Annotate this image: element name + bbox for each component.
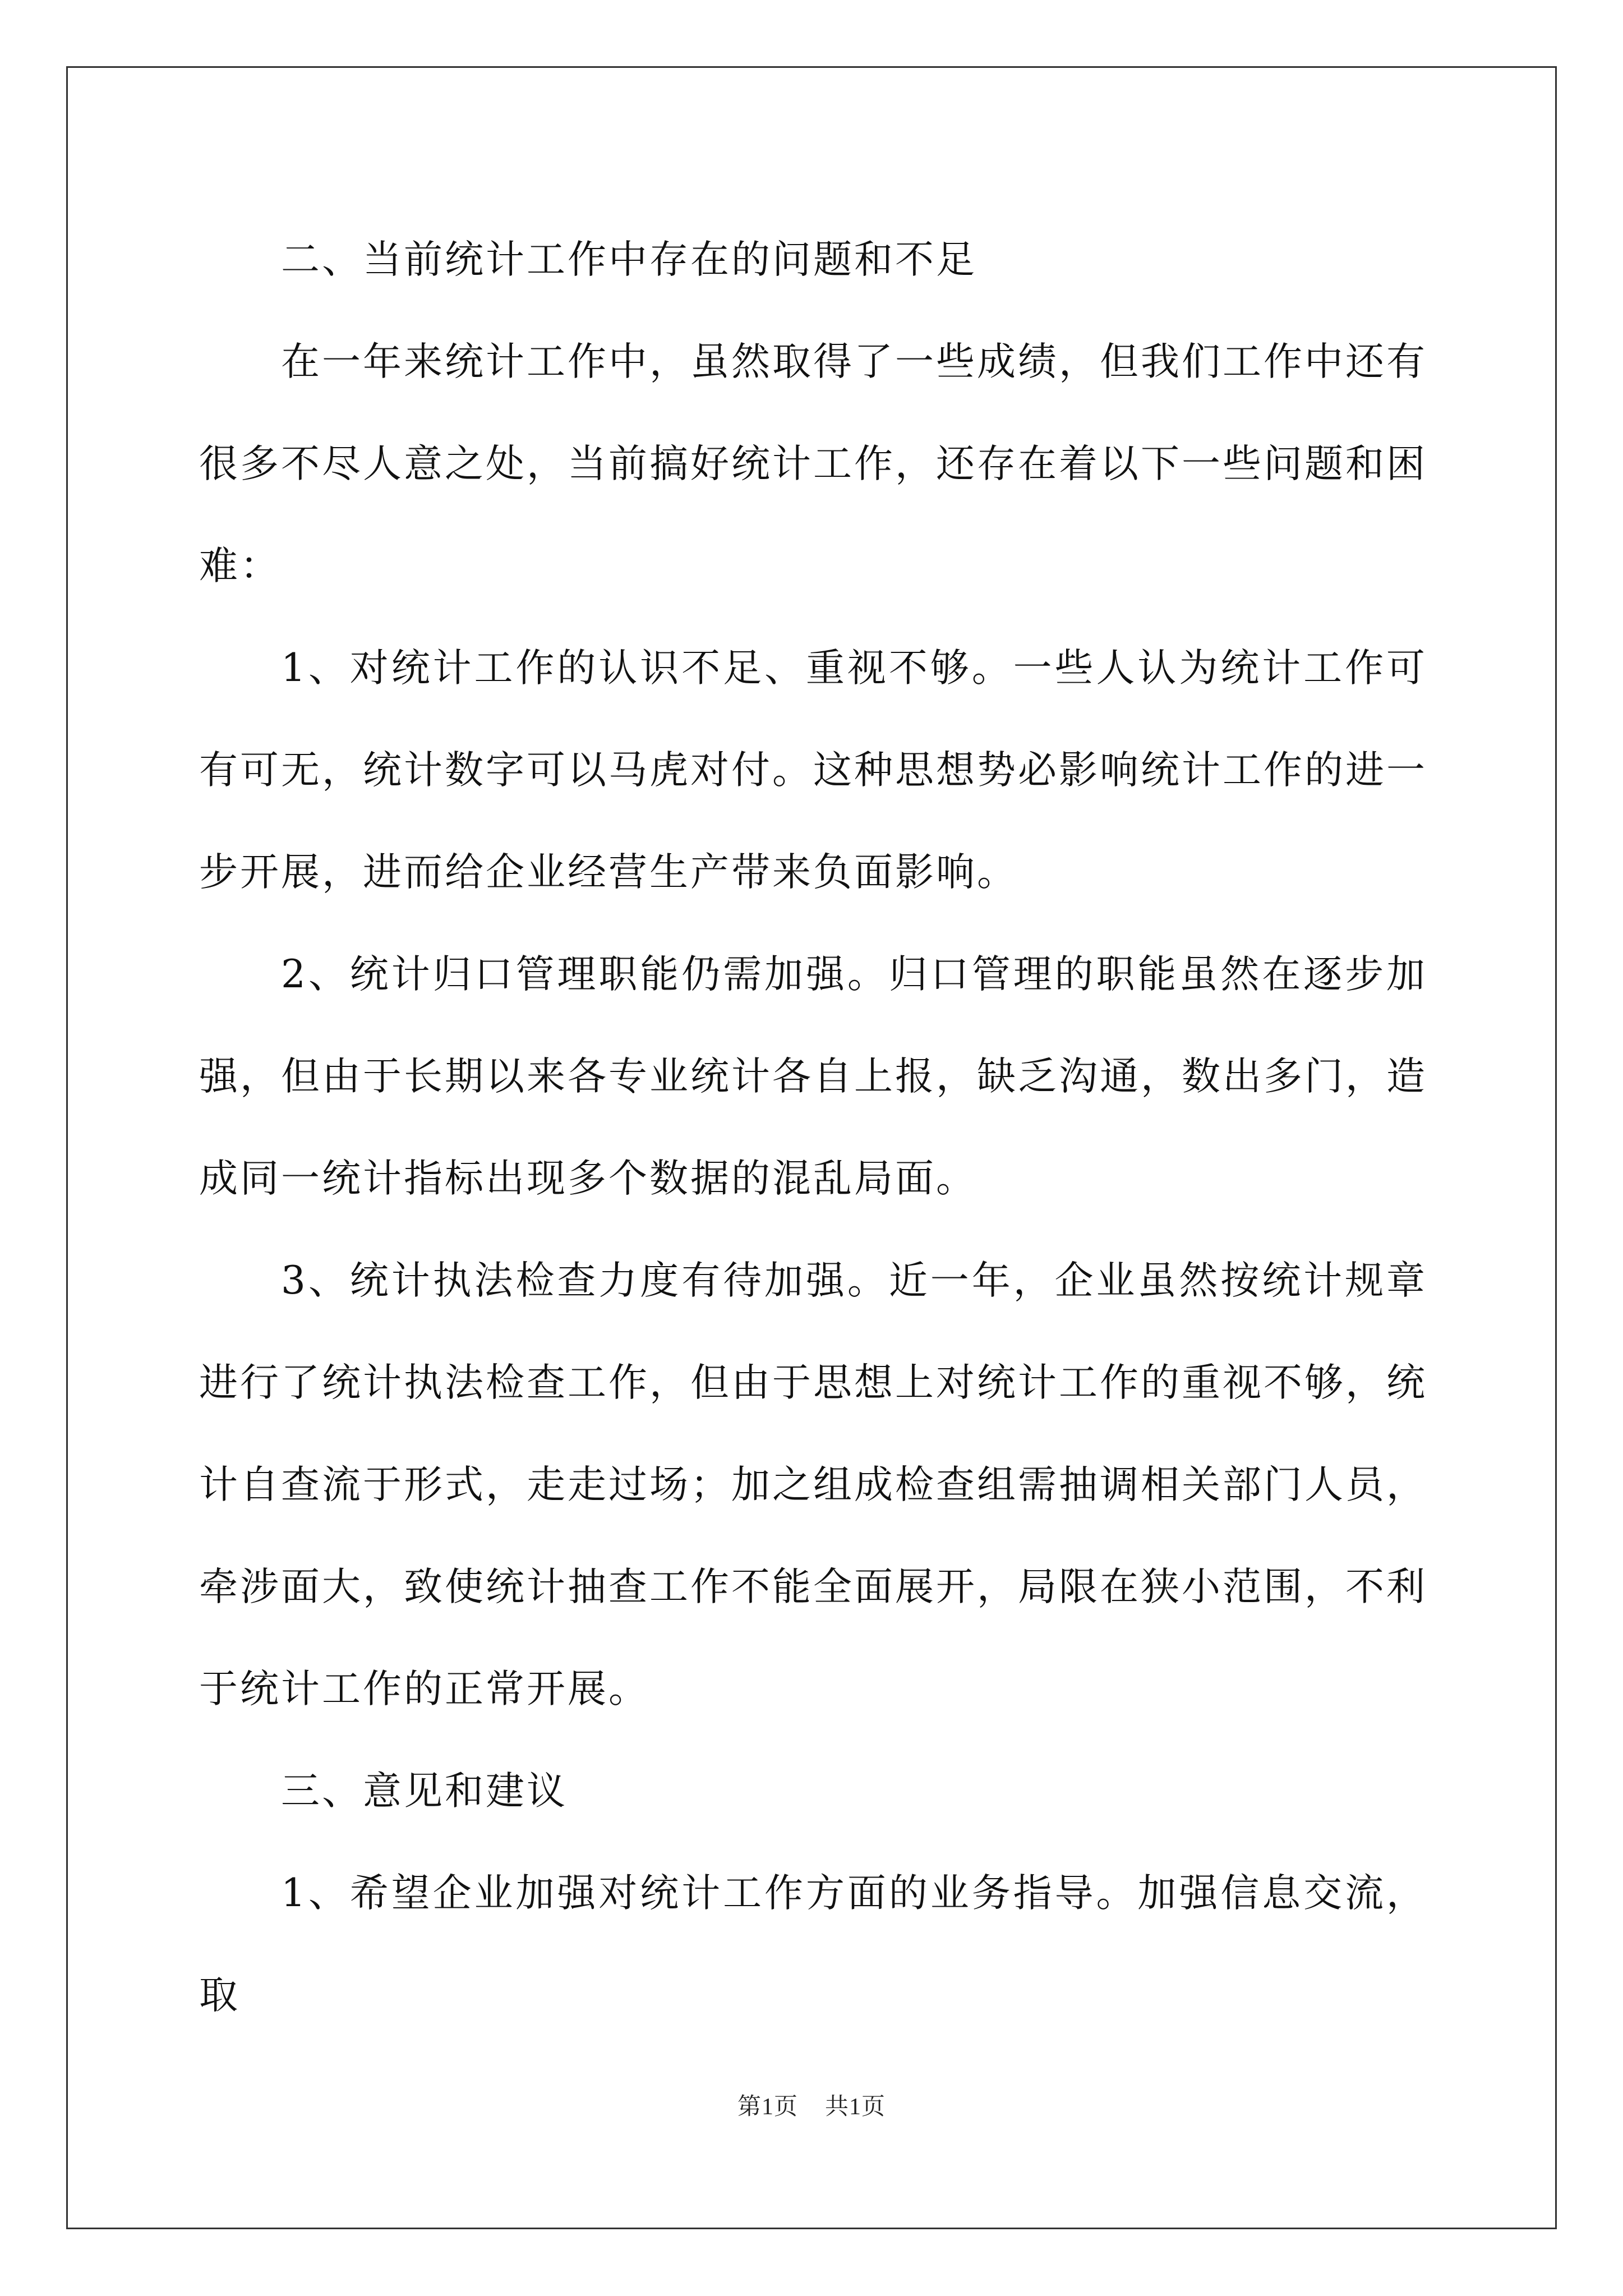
page-total: 共1页 <box>825 2094 886 2120</box>
page-footer <box>0 2088 1623 2122</box>
paragraph: 1、希望企业加强对统计工作方面的业务指导。加强信息交流，取 <box>199 1871 1427 2018</box>
document-body <box>199 209 1427 2046</box>
paragraph: 1、对统计工作的认识不足、重视不够。一些人认为统计工作可有可无，统计数字可以马虎对付。这种思想势必影响统计工作的进一步开展，进而给企业经营生产带来负面影响。 <box>199 646 1427 895</box>
page-number: 第1页 <box>737 2094 798 2120</box>
section-heading: 二、当前统计工作中存在的问题和不足 <box>281 237 977 282</box>
paragraph: 在一年来统计工作中，虽然取得了一些成绩，但我们工作中还有很多不尽人意之处，当前搞好统计工作，还存在着以下一些问题和困难： <box>199 339 1427 588</box>
paragraph: 2、统计归口管理职能仍需加强。归口管理的职能虽然在逐步加强，但由于长期以来各专业统计各自上报，缺乏沟通，数出多门，造成同一统计指标出现多个数据的混乱局面。 <box>199 952 1427 1201</box>
section-heading: 三、意见和建议 <box>281 1769 568 1814</box>
paragraph: 3、统计执法检查力度有待加强。近一年，企业虽然按统计规章进行了统计执法检查工作，但由于思想上对统计工作的重视不够，统计自查流于形式，走走过场；加之组成检查组需抽调相关部门人员，牵涉面大，致使统计抽查工作不能全面展开，局限在狭小范围，不利于统计工作的正常开展。 <box>199 1258 1427 1711</box>
